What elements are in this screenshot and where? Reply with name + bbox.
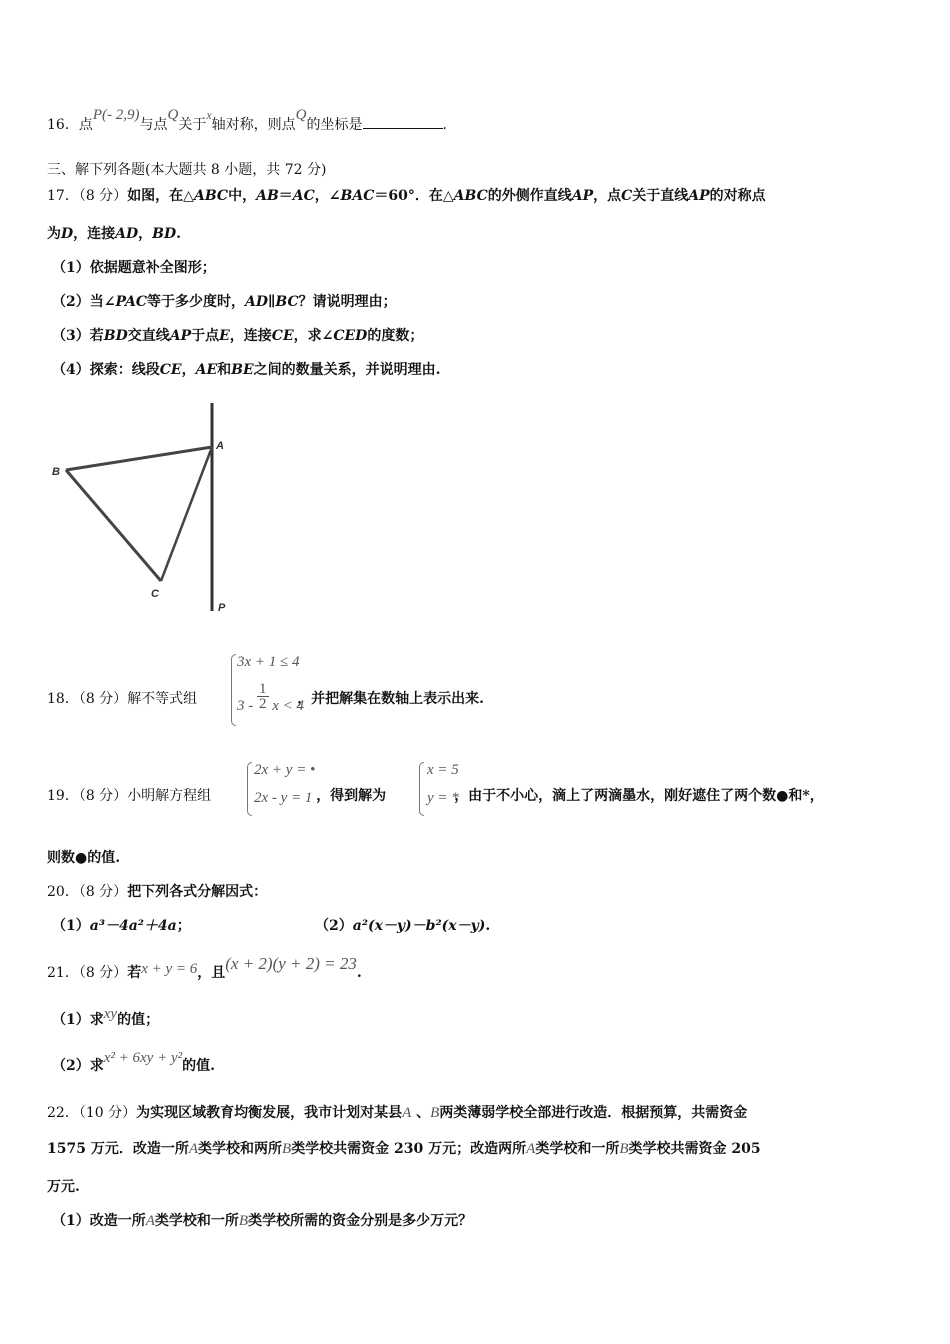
point-q: Q [167, 107, 179, 123]
q19-equation-1: 2x + y = • [254, 762, 316, 778]
q20-line: 20．（8 分）把下列各式分解因式： [47, 884, 268, 900]
q22-line-3: 万元. [47, 1179, 80, 1195]
answer-blank [363, 114, 443, 129]
q17-part-3: （3）若BD交直线AP于点E，连接CE，求∠CED的度数； [52, 328, 424, 344]
x-axis-var: x [206, 108, 212, 122]
q18-inequality-2: 3 - $\frac{1}{2}$ x < 4 [237, 681, 305, 714]
q19-solution-x: x = 5 [427, 762, 459, 778]
q17-part-4: （4）探索：线段CE，AE和BE之间的数量关系，并说明理由. [52, 362, 441, 378]
fraction-half: $\frac{1}{2}$ [259, 681, 267, 712]
q19-equation-2: 2x - y = 1 [254, 790, 313, 806]
q19-solution-brace [419, 762, 424, 816]
label-c: C [151, 588, 159, 600]
q16-number: 16． [47, 117, 79, 133]
q17-part-1: （1）依据题意补全图形； [52, 260, 216, 276]
segment-ab [66, 447, 212, 470]
condition-2: (x + 2)(y + 2) = 23 [225, 954, 357, 973]
q19-solution-y: y = * [427, 790, 459, 806]
section-3-header: 三、解下列各题(本大题共 8 小题，共 72 分) [47, 162, 327, 178]
q17-part-2: （2）当∠PAC等于多少度时，AD∥BC？请说明理由； [52, 294, 397, 310]
point-p-expr: P(- 2,9) [92, 107, 140, 123]
q21-part-2: （2）求x² + 6xy + y²的值. [52, 1050, 215, 1074]
q22-line-1: 22．（10 分）为实现区域教育均衡发展，我市计划对某县A 、B两类薄弱学校全部进行改造．根据预算，共需资金 [47, 1105, 748, 1121]
q17-line-2: 为D，连接AD，BD. [47, 226, 182, 242]
q21-part-1: （1）求xy的值； [52, 1006, 160, 1028]
q22-part-1: （1）改造一所A类学校和一所B类学校所需的资金分别是多少万元？ [52, 1213, 473, 1229]
label-p: P [218, 602, 226, 614]
q16-line: 16．点P(- 2,9)与点Q关于x轴对称，则点Q的坐标是 . [47, 107, 447, 133]
q18-line: 18．（8 分）解不等式组 ，并把解集在数轴上表示出来. [47, 691, 485, 707]
q19-line-1: 19．（8 分）小明解方程组 ，得到解为 ，由于不小心，滴上了两滴墨水，刚好遮住了两个数●和*， [47, 788, 824, 804]
q20-part-2: （2）a²(x－y)－b²(x－y). [315, 918, 491, 934]
segment-bc [66, 470, 161, 581]
q22-line-2: 1575 万元．改造一所A类学校和两所B类学校共需资金 230 万元；改造两所A类学校和一所B类学校共需资金 205 [47, 1141, 761, 1157]
q18-system-brace [231, 654, 236, 726]
q20-part-1: （1）a³－4a²＋4a； [52, 918, 191, 934]
q17-triangle-figure [40, 395, 250, 625]
q18-inequality-1: 3x + 1 ≤ 4 [237, 654, 300, 670]
q19-line-2: 则数●的值. [47, 850, 121, 866]
q19-system-brace [247, 762, 252, 816]
condition-1: x + y = 6 [141, 961, 198, 977]
point-q-2: Q [295, 107, 307, 123]
q17-line-1: 17．（8 分）如图，在△ABC中，AB＝AC，∠BAC＝60°．在△ABC的外侧作直线AP，点C关于直线AP的对称点 [47, 188, 766, 204]
label-a: A [216, 440, 224, 452]
segment-ac [161, 447, 212, 581]
label-b: B [52, 466, 60, 478]
q21-line: 21．（8 分）若x + y = 6，且(x + 2)(y + 2) = 23. [47, 954, 362, 981]
